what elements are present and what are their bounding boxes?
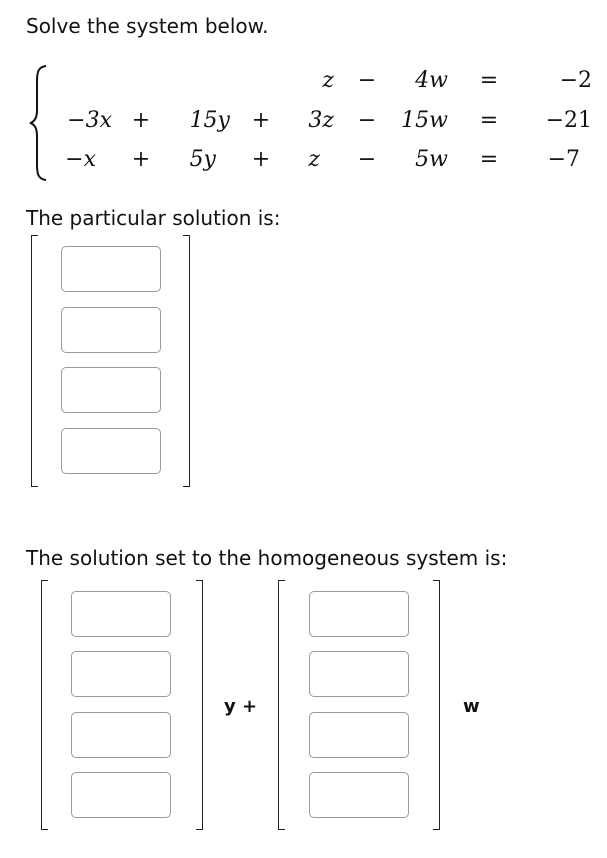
eq2-op-2: + bbox=[251, 108, 271, 133]
homogeneous-w-input-4[interactable] bbox=[309, 772, 409, 818]
homogeneous-w-input-1[interactable] bbox=[309, 591, 409, 637]
eq2-term-z: 3z bbox=[308, 108, 334, 133]
eq1-op-3: − bbox=[357, 68, 377, 93]
eq3-op-3: − bbox=[357, 147, 377, 172]
eq2-term-y: 15y bbox=[189, 108, 230, 133]
particular-input-1[interactable] bbox=[61, 246, 161, 292]
right-bracket bbox=[433, 580, 440, 830]
right-bracket bbox=[196, 580, 203, 830]
homogeneous-y-input-2[interactable] bbox=[71, 651, 171, 697]
eq1-rhs: −2 bbox=[559, 68, 592, 93]
eq1-term-w: 4w bbox=[415, 68, 448, 93]
particular-input-3[interactable] bbox=[61, 367, 161, 413]
left-brace-icon bbox=[28, 64, 48, 182]
homogeneous-solution-prompt: The solution set to the homogeneous system is: bbox=[26, 546, 508, 570]
eq1-term-z: z bbox=[322, 68, 334, 93]
eq2-term-w: 15w bbox=[401, 108, 448, 133]
y-plus-label: y + bbox=[224, 696, 258, 717]
homogeneous-y-input-3[interactable] bbox=[71, 712, 171, 758]
eq3-term-w: 5w bbox=[415, 147, 448, 172]
eq3-term-z: z bbox=[308, 147, 320, 172]
eq3-equals: = bbox=[479, 147, 499, 172]
particular-input-4[interactable] bbox=[61, 428, 161, 474]
homogeneous-w-input-2[interactable] bbox=[309, 651, 409, 697]
eq3-op-1: + bbox=[131, 147, 151, 172]
eq3-term-y: 5y bbox=[189, 147, 216, 172]
left-bracket bbox=[278, 580, 285, 830]
instructions-text: Solve the system below. bbox=[26, 14, 269, 38]
left-bracket bbox=[31, 235, 38, 487]
left-bracket bbox=[41, 580, 48, 830]
eq1-equals: = bbox=[479, 68, 499, 93]
eq2-equals: = bbox=[479, 108, 499, 133]
eq3-rhs: −7 bbox=[547, 147, 580, 172]
eq3-op-2: + bbox=[251, 147, 271, 172]
homogeneous-y-input-4[interactable] bbox=[71, 772, 171, 818]
eq2-op-3: − bbox=[357, 108, 377, 133]
particular-solution-prompt: The particular solution is: bbox=[26, 206, 281, 230]
eq2-term-x: −3x bbox=[67, 108, 112, 133]
eq2-op-1: + bbox=[131, 108, 151, 133]
right-bracket bbox=[183, 235, 190, 487]
w-label: w bbox=[463, 696, 480, 717]
particular-input-2[interactable] bbox=[61, 307, 161, 353]
eq3-term-x: −x bbox=[65, 147, 96, 172]
homogeneous-y-input-1[interactable] bbox=[71, 591, 171, 637]
eq2-rhs: −21 bbox=[545, 108, 592, 133]
homogeneous-w-input-3[interactable] bbox=[309, 712, 409, 758]
